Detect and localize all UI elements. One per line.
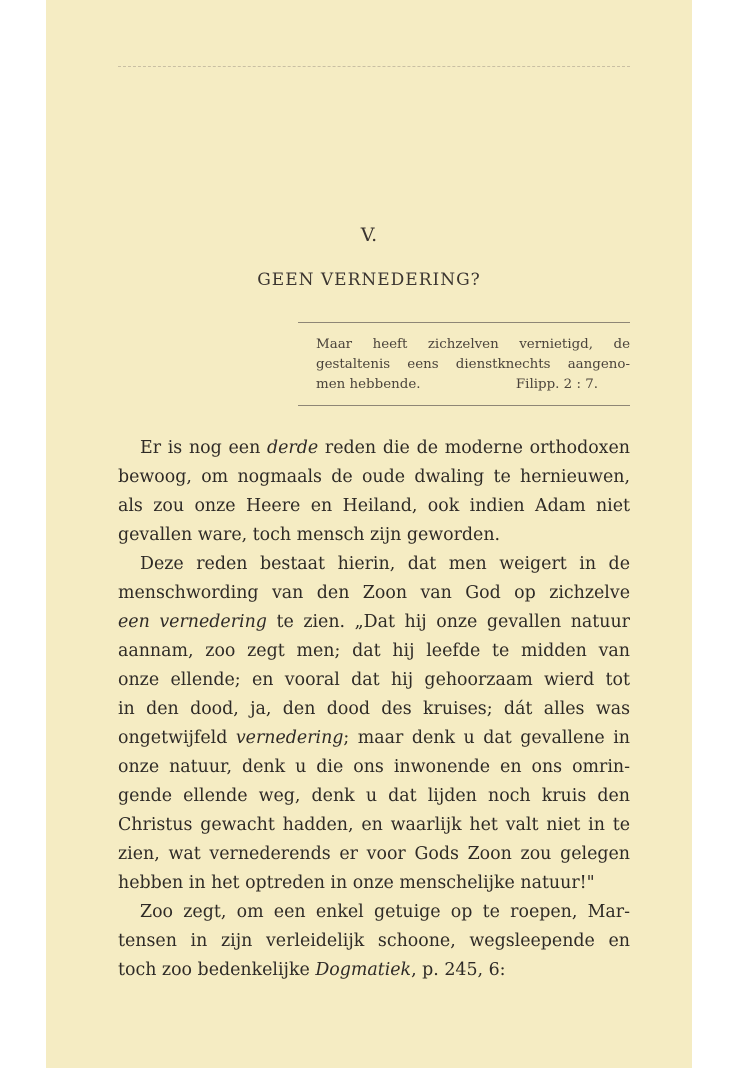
italic-text: derde: [267, 438, 319, 458]
text-line: zien, wat vernederends er voor Gods Zoon zou gelegen: [118, 844, 630, 864]
text-span: , p. 245, 6:: [411, 960, 506, 980]
text-line: onze ellende; en vooral dat hij gehoorzaam wierd tot: [118, 670, 630, 690]
text-line: aannam, zoo zegt men; dat hij leefde te midden van: [118, 641, 630, 661]
text-line: gende ellende weg, denk u dat lijden noch kruis den: [118, 786, 630, 806]
epigraph-line: Maar heeft zichzelven vernietigd, de: [316, 337, 630, 352]
epigraph-line: gestaltenis eens dienstknechts aangeno-: [316, 357, 630, 372]
text-line: menschwording van den Zoon van God op zichzelve: [118, 583, 630, 603]
text-line: [118, 724, 630, 753]
text-line: hebben in het optreden in onze menschelijke natuur!": [118, 873, 595, 893]
text-line: als zou onze Heere en Heiland, ook indien Adam niet: [118, 496, 630, 516]
text-line: [118, 608, 630, 637]
text-line: bewoog, om nogmaals de oude dwaling te hernieuwen,: [118, 467, 630, 487]
text-line: Deze reden bestaat hierin, dat men weigert in de: [140, 554, 630, 574]
italic-text: een vernedering: [118, 612, 267, 632]
text-line: in den dood, ja, den dood des kruises; dát alles was: [118, 699, 630, 719]
italic-text: Dogmatiek: [315, 960, 412, 980]
text-line: Christus gewacht hadden, en waarlijk het valt niet in te: [118, 815, 630, 835]
italic-text: vernedering: [235, 728, 344, 748]
text-span: toch zoo bedenkelijke: [118, 960, 316, 980]
epigraph-last-line: [316, 375, 630, 395]
body-text: [118, 434, 630, 985]
text-line: onze natuur, denk u die ons inwonende en ons omrin-: [118, 757, 630, 777]
epigraph-block: [298, 322, 630, 406]
text-line: gevallen ware, toch mensch zijn geworden.: [118, 525, 501, 545]
epigraph-text: [298, 335, 630, 395]
chapter-title: GEEN VERNEDERING?: [257, 270, 481, 290]
chapter-number: V.: [360, 224, 378, 246]
text-span: reden die de moderne orthodoxen: [318, 438, 630, 458]
text-line: [118, 956, 630, 985]
text-span: Er is nog een: [140, 438, 267, 458]
text-span: ; maar denk u dat gevallene in: [343, 728, 630, 748]
page-top-rule: [118, 66, 630, 67]
text-span: ongetwijfeld: [118, 728, 236, 748]
text-span: te zien. „Dat hij onze gevallen natuur: [266, 612, 630, 632]
epigraph-line: men hebbende.: [316, 377, 421, 392]
text-line: Zoo zegt, om een enkel getuige op te roepen, Mar-: [140, 902, 630, 922]
text-line: [118, 434, 630, 463]
epigraph-reference: Filipp. 2 : 7.: [515, 377, 598, 392]
text-line: tensen in zijn verleidelijk schoone, wegsleepende en: [118, 931, 630, 951]
